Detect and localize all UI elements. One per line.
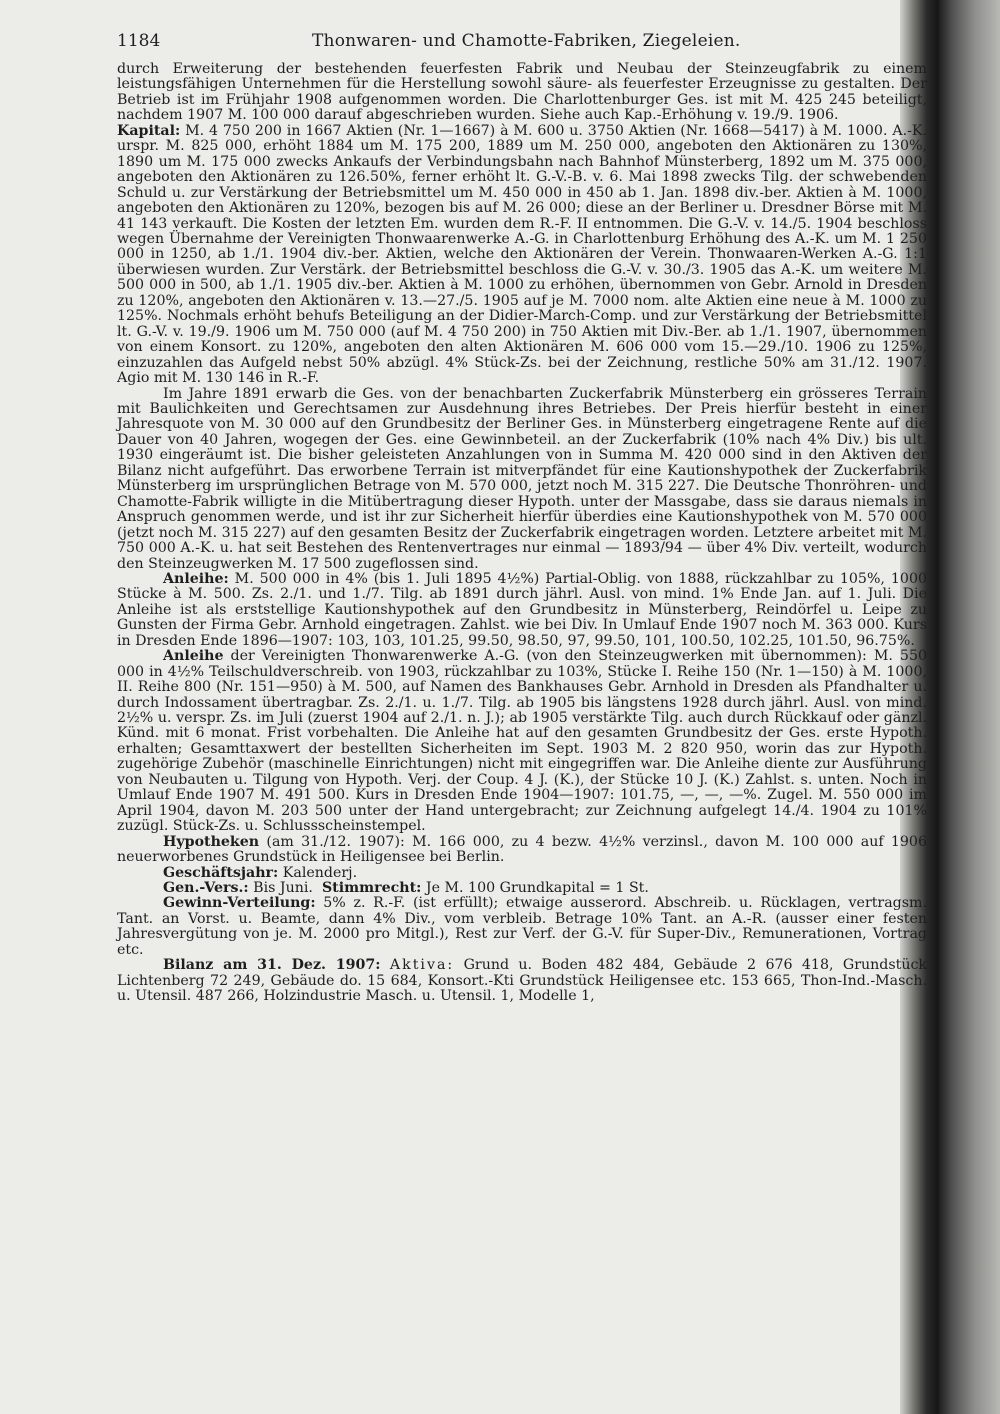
paragraph-zuckerfabrik bbox=[117, 387, 927, 572]
paragraph-text: (am 31./12. 1907): M. 166 000, zu 4 bezw. 4½% verzinsl., davon M. 100 000 auf 1906 neuerworbenes Grundstück in Heiligensee bei Berlin. bbox=[117, 833, 927, 866]
section-label: Kapital: bbox=[117, 122, 181, 139]
paragraph-text: M. 4 750 200 in 1667 Aktien (Nr. 1—1667) à M. 600 u. 3750 Aktien (Nr. 1668—5417) à M. 1000. A.-K. urspr. M. 825 000, erhöht 1884 um M. 175 200, 1889 um M. 250 000, angeboten den Aktionären zu 130%, 1890 um M. 175 000 zwecks Ankaufs der Verbindungsbahn nach Bahnhof Münsterberg, 1892 um M. 375 000, angeboten den Aktionären zu 126.50%, ferner erhöht lt. G.-V.-B. v. 6. Mai 1898 zwecks Tilg. der schwebenden Schuld u. zur Verstärkung der Betriebsmittel um M. 450 000 in 450 ab 1. Jan. 1898 div.-ber. Aktien à M. 1000, angeboten den Aktionären zu 120%, bezogen bis auf M. 26 000; diese an der Berliner u. Dresdner Börse mit M. 41 143 verkauft. Die Kosten der letzten Em. wurden dem R.-F. II entnommen. Die G.-V. v. 14./5. 1904 beschloss wegen Übernahme der Vereinigten Thonwaarenwerke A.-G. in Charlottenburg Erhöhung des A.-K. um M. 1 250 000 in 1250, ab 1./1. 1904 div.-ber. Aktien, welche den Aktionären der Verein. Thonwaaren-Werken A.-G. 1:1 überwiesen wurden. Zur Verstärk. der Betriebsmittel beschloss die G.-V. v. 30./3. 1905 das A.-K. um weitere M. 500 000 in 500, ab 1./1. 1905 div.-ber. Aktien à M. 1000 zu erhöhen, übernommen von Gebr. Arnold in Dresden zu 120%, angeboten den Aktionären v. 13.—27./5. 1905 auf je M. 7000 nom. alte Aktien eine neue à M. 1000 zu 125%. Nochmals erhöht behufs Beteiligung an der Didier-March-Comp. und zur Verstärkung der Betriebsmittel lt. G.-V. v. 19./9. 1906 um M. 750 000 (auf M. 4 750 200) in 750 Aktien mit Div.-Ber. ab 1./1. 1907, übernommen von einem Konsort. zu 120%, angeboten den alten Aktionären M. 606 000 vom 15.—29./10. 1906 zu 125%, einzuzahlen das Aufgeld nebst 50% abzügl. 4% Stück-Zs. bei der Zeichnung, restliche 50% am 31./12. 1907. Agio mit M. 130 146 in R.-F. bbox=[117, 122, 927, 387]
paragraph-text: der Vereinigten Thonwarenwerke A.-G. (von den Steinzeugwerken mit übernommen): M. 550 000 in 4½% Teilschuldverschreib. von 1903, rückzahlbar zu 103%, Stücke I. Reihe 150 (Nr. 1—150) à M. 1000, II. Reihe 800 (Nr. 151—950) à M. 500, auf Namen des Bankhauses Gebr. Arnhold in Dresden als Pfandhalter u. durch Indossament übertragbar. Zs. 2./1. u. 1./7. Tilg. ab 1905 bis längstens 1928 durch jährl. Ausl. von mind. 2½% u. verspr. Zs. im Juli (zuerst 1904 auf 2./1. n. J.); ab 1905 verstärkte Tilg. auch durch Rückkauf oder gänzl. Künd. mit 6 monat. Frist vorbehalten. Die Anleihe hat auf den gesamten Grundbesitz der Ges. erste Hypoth. erhalten; Gesamttaxwert der bestellten Sicherheiten im Sept. 1903 M. 2 820 950, worin das zur Hypoth. zugehörige Zubehör (maschinelle Einrichtungen) nicht mit eingegriffen war. Die Anleihe diente zur Ausführung von Neubauten u. Tilgung von Hypoth. Verj. der Coup. 4 J. (K.), der Stücke 10 J. (K.) Zahlst. s. unten. Noch in Umlauf Ende 1907 M. 491 500. Kurs in Dresden Ende 1904—1907: 101.75, —, —, —%. Zugel. M. 550 000 im April 1904, davon M. 203 500 unter der Hand untergebracht; zur Zeichnung aufgelegt 14./4. 1904 zu 101% zuzügl. Stück-Zs. u. Schlussscheinstempel. bbox=[117, 648, 927, 835]
aktiva-label: Aktiva: bbox=[389, 957, 455, 974]
section-label: Hypotheken bbox=[163, 833, 260, 850]
paragraph-text: Kalenderj. bbox=[282, 864, 358, 881]
page-title: Thonwaren- und Chamotte-Fabriken, Ziegeleien. bbox=[312, 31, 741, 51]
section-label: Gen.-Vers.: bbox=[163, 880, 249, 897]
paragraph-bilanz bbox=[117, 958, 927, 1004]
section-label: Gewinn-Verteilung: bbox=[163, 895, 316, 912]
paragraph-gen-vers bbox=[117, 881, 927, 896]
paragraph-text: Je M. 100 Grundkapital = 1 St. bbox=[425, 880, 649, 897]
section-label: Anleihe bbox=[163, 648, 224, 665]
paragraph-text: M. 500 000 in 4% (bis 1. Juli 1895 4½%) Partial-Oblig. von 1888, rückzahlbar zu 105%, 1000 Stücke à M. 500. Zs. 2./1. und 1./7. Tilg. ab 1891 durch jährl. Ausl. von mind. 1% Ende Jan. auf 1. Juli. Die Anleihe ist als erststellige Kautionshypothek auf den Grundbesitz in Münsterberg, Reindörfel u. Leipe zu Gunsten der Firma Gebr. Arnhold eingetragen. Zahlst. wie bei Div. In Umlauf Ende 1907 noch M. 363 000. Kurs in Dresden Ende 1896—1907: 103, 103, 101.25, 99.50, 98.50, 97, 99.50, 101, 100.50, 102.25, 101.50, 96.75%. bbox=[117, 570, 927, 649]
paragraph-hypotheken bbox=[117, 835, 927, 866]
paragraph-geschaeftsjahr bbox=[117, 866, 927, 881]
paragraph-gewinn-verteilung bbox=[117, 896, 927, 958]
paragraph-intro bbox=[117, 62, 927, 124]
section-label: Anleihe: bbox=[163, 570, 229, 587]
section-label: Stimmrecht: bbox=[321, 880, 422, 897]
adjacent-page-edge bbox=[938, 0, 1000, 1414]
text-column bbox=[117, 31, 927, 1005]
paragraph-anleihe-2 bbox=[117, 649, 927, 834]
paragraph-kapital bbox=[117, 124, 927, 387]
section-label: Geschäftsjahr: bbox=[163, 864, 279, 881]
paragraph-anleihe-1 bbox=[117, 572, 927, 649]
paragraph-text: Bis Juni. bbox=[253, 880, 313, 897]
paragraph-text: 5% z. R.-F. (ist erfüllt); etwaige ausserord. Abschreib. u. Rücklagen, vertragsm. Tant. an Vorst. u. Beamte, dann 4% Div., vom verbleib. Betrage 10% Tant. an A.-R. (ausser einer festen Jahresvergütung von je. M. 2000 pro Mitgl.), Rest zur Verf. der G.-V. für Super-Div., Remunerationen, Vortrag etc. bbox=[117, 895, 927, 958]
paragraph-text: durch Erweiterung der bestehenden feuerfesten Fabrik und Neubau der Steinzeugfabrik zu einem leistungsfähigen Unternehmen für die Herstellung sowohl säure- als feuerfester Erzeugnisse zu gestalten. Der Betrieb ist im Frühjahr 1908 aufgenommen worden. Die Charlottenburger Ges. ist mit M. 425 245 beteiligt, nachdem 1907 M. 100 000 darauf abgeschrieben wurden. Siehe auch Kap.-Erhöhung v. 19./9. 1906. bbox=[117, 61, 927, 124]
paragraph-text: Grund u. Boden 482 484, Gebäude 2 676 418, Grundstück Lichtenberg 72 249, Gebäude do. 15 684, Konsort.-Kti Grundstück Heiligensee etc. 153 665, Thon-Ind.-Masch. u. Utensil. 487 266, Holzindustrie Masch. u. Utensil. 1, Modelle 1, bbox=[117, 957, 927, 1005]
section-label: Bilanz am 31. Dez. 1907: bbox=[163, 957, 381, 974]
running-head bbox=[117, 31, 927, 60]
paragraph-text: Im Jahre 1891 erwarb die Ges. von der benachbarten Zuckerfabrik Münsterberg ein grösseres Terrain mit Baulichkeiten und Gerechtsamen zur Ausdehnung ihres Betriebes. Der Preis hierfür besteht in einer Jahresquote von M. 30 000 auf den Grundbesitz der Berliner Ges. in Münsterberg eingetragene Rente auf die Dauer von 40 Jahren, wogegen der Ges. eine Gewinnbeteil. an der Zuckerfabrik (10% nach 4% Div.) bis ult. 1930 eingeräumt ist. Die bisher geleisteten Anzahlungen von in Summa M. 420 000 sind in den Aktiven der Bilanz nicht aufgeführt. Das erworbene Terrain ist mitverpfändet für eine Kautionshypothek der Zuckerfabrik Münsterberg im ursprünglichen Betrage von M. 570 000, jetzt noch M. 315 227. Die Deutsche Thonröhren- und Chamotte-Fabrik willigte in die Mitübertragung dieser Hypoth. unter der Massgabe, dass sie daraus niemals in Anspruch genommen werde, und ist ihr zur Sicherheit hierfür überdies eine Kautionshypothek von M. 570 000 (jetzt noch M. 315 227) auf den gesamten Besitz der Zuckerfabrik eingetragen worden. Letztere arbeitet mit M. 750 000 A.-K. u. hat seit Bestehen des Rentenvertrages nur einmal — 1893/94 — über 4% Div. verteilt, wodurch den Steinzeugwerken M. 17 500 zugeflossen sind. bbox=[117, 385, 927, 572]
page-number: 1184 bbox=[117, 31, 161, 51]
